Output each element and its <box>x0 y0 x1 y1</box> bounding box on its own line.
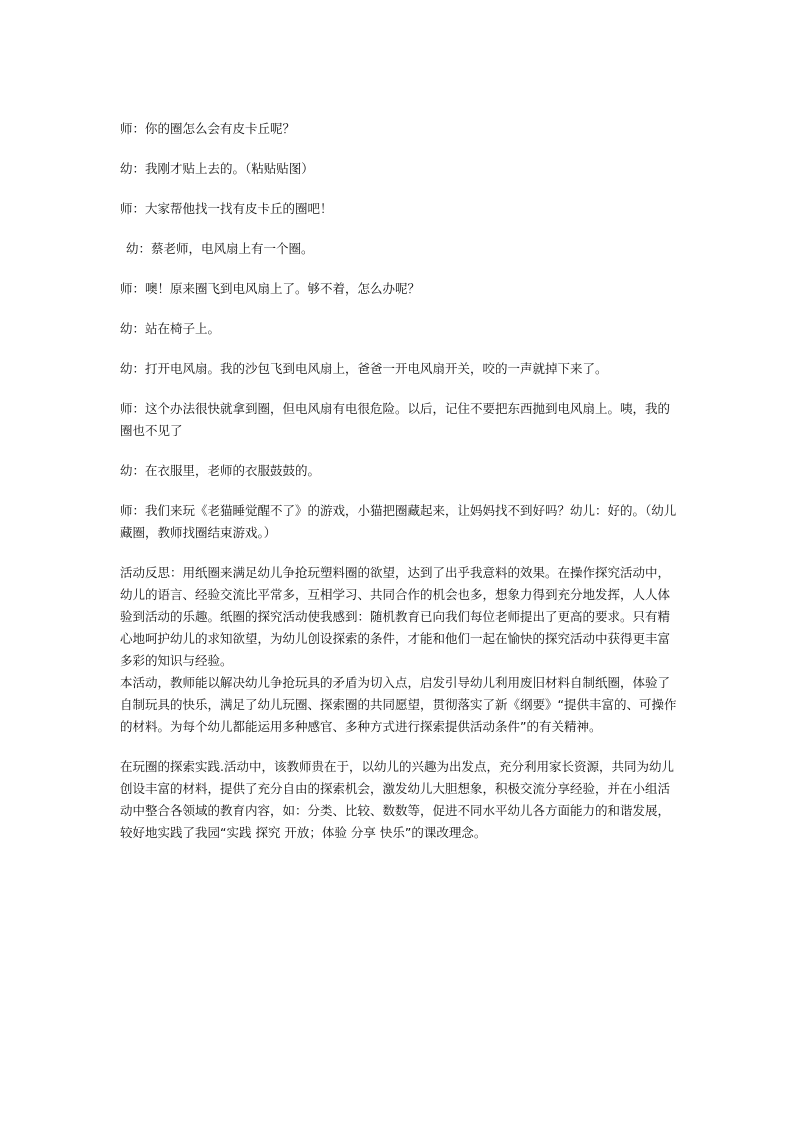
dialogue-line-8: 师：这个办法很快就拿到圈，但电风扇有电很危险。以后，记住不要把东西抛到电风扇上。咦，我的圈也不见了 <box>120 401 671 438</box>
reflection-paragraph-3: 在玩圈的探索实践.活动中，该教师贵在于，以幼儿的兴趣为出发点，充分利用家长资源，共同为幼儿创设丰富的材料，提供了充分自由的探索机会，激发幼儿大胆想象，积极交流分享经验，并在小组活动中整合各领域的教育内容，如：分类、比较、数数等，促进不同水平幼儿各方面能力的和谐发展，较好地实践了我园“实践 探究 开放；体验 分享 快乐”的课改理念。 <box>120 759 674 840</box>
reflection-paragraph-2: 本活动，教师能以解决幼儿争抢玩具的矛盾为切入点，启发引导幼儿利用废旧材料自制纸圈，体验了自制玩具的快乐，满足了幼儿玩圈、探索圈的共同愿望，贯彻落实了新《纲要》“提供丰富的、可操作的材料。为每个幼儿都能运用多种感官、多种方式进行探索提供活动条件”的有关精神。 <box>120 675 677 734</box>
dialogue-line-4: 幼：蔡老师，电风扇上有一个圈。 <box>126 241 314 256</box>
dialogue-line-7: 幼：打开电风扇。我的沙包飞到电风扇上，爸爸一开电风扇开关，咬的一声就掉下来了。 <box>120 361 608 376</box>
reflection-paragraph-1: 活动反思：用纸圈来满足幼儿争抢玩塑料圈的欲望，达到了出乎我意料的效果。在操作探究活动中，幼儿的语言、经验交流比平常多，互相学习、共同合作的机会也多，想象力得到充分地发挥，人人体验到活动的乐趣。纸圈的探究活动使我感到：随机教育已向我们每位老师提出了更高的要求。只有精心地呵护幼儿的求知欲望，为幼儿创设探索的条件，才能和他们一起在愉快的探究活动中获得更丰富多彩的知识与经验。 <box>120 565 671 668</box>
document-body <box>120 118 680 844</box>
dialogue-line-1: 师：你的圈怎么会有皮卡丘呢？ <box>120 121 296 136</box>
dialogue-line-10: 师：我们来玩《老猫睡觉醒不了》的游戏，小猫把圈藏起来，让妈妈找不到好吗？幼儿：好的。（幼儿藏圈，教师找圈结束游戏。） <box>120 503 677 540</box>
dialogue-line-5: 师：噢！原来圈飞到电风扇上了。够不着，怎么办呢？ <box>120 281 421 296</box>
dialogue-line-6: 幼：站在椅子上。 <box>120 321 221 336</box>
dialogue-line-2: 幼：我刚才贴上去的。（粘贴贴图） <box>120 161 314 176</box>
dialogue-line-3: 师：大家帮他找一找有皮卡丘的圈吧！ <box>120 201 333 216</box>
dialogue-line-9: 幼：在衣服里，老师的衣服鼓鼓的。 <box>120 463 321 478</box>
